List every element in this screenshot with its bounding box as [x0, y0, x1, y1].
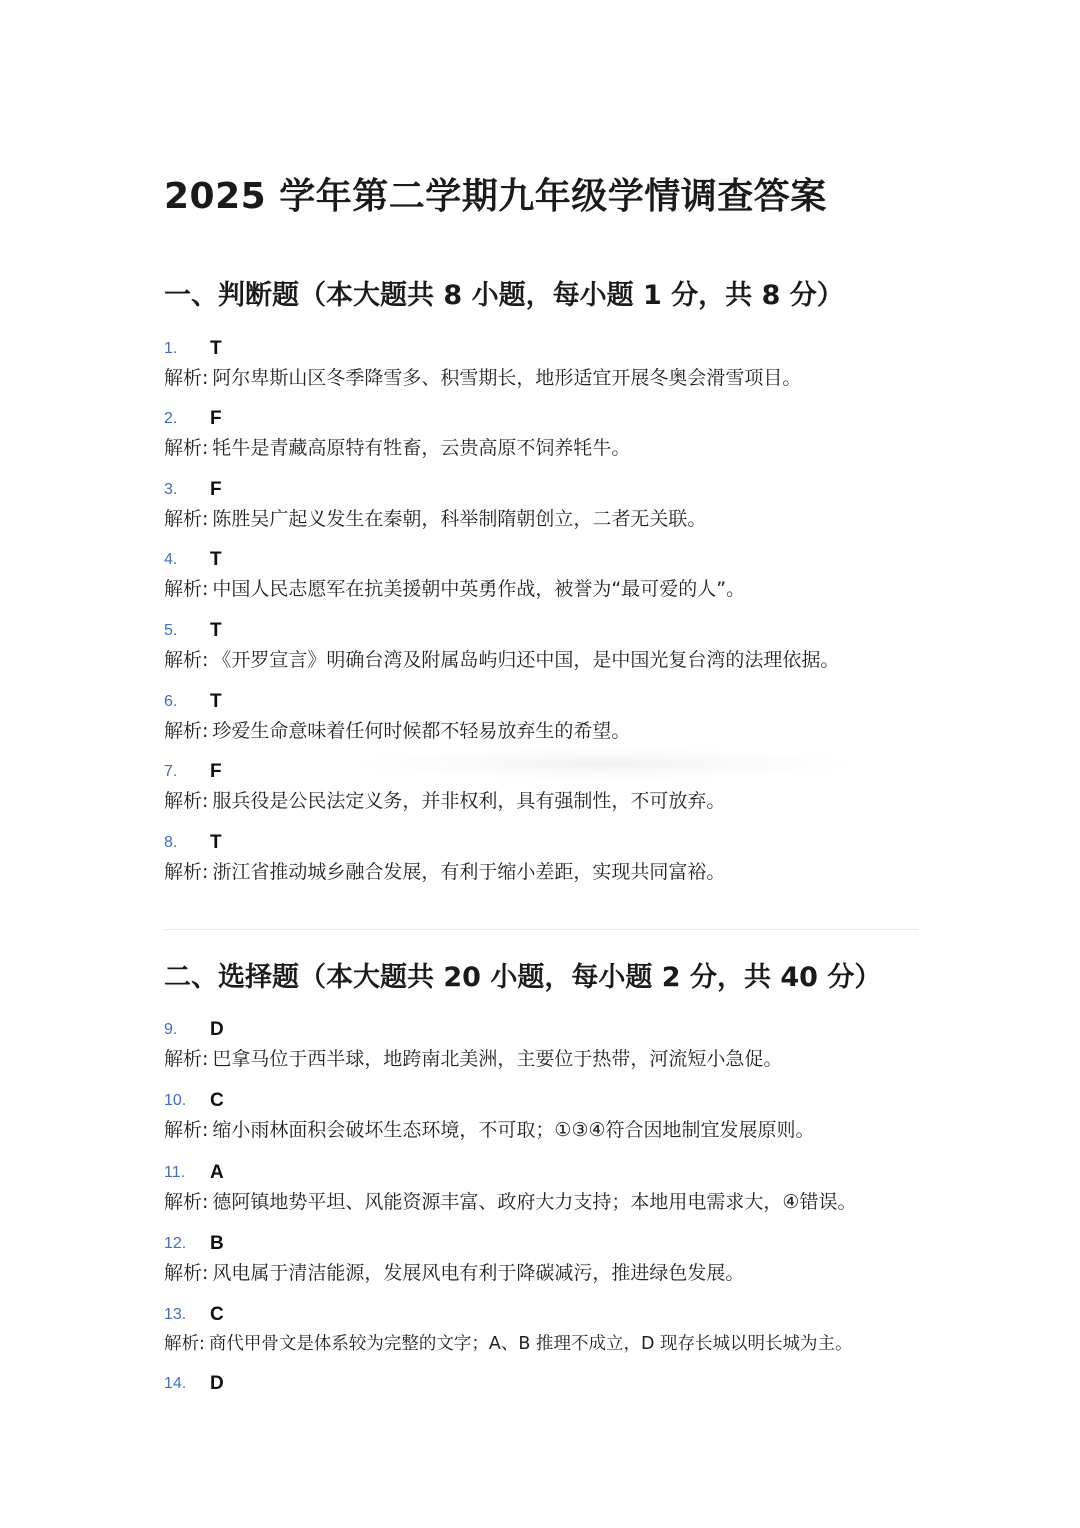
- answer-value: C: [210, 1090, 224, 1111]
- document-title: 2025 学年第二学期九年级学情调查答案: [164, 176, 827, 217]
- explanation-line: [164, 506, 920, 532]
- question-number: 7.: [164, 763, 178, 780]
- answer-item: [164, 1017, 920, 1072]
- explanation-text: 缩小雨林面积会破坏生态环境，不可取；①③④符合因地制宜发展原则。: [212, 1119, 815, 1141]
- answer-item: [164, 336, 920, 391]
- question-number: 14.: [164, 1375, 187, 1392]
- explanation-text: 牦牛是青藏高原特有牲畜，云贵高原不饲养牦牛。: [212, 437, 631, 459]
- question-number: 1.: [164, 340, 178, 357]
- question-number: 12.: [164, 1235, 187, 1252]
- answer-item: [164, 1231, 920, 1286]
- answer-value: T: [210, 549, 222, 570]
- explanation-line: [164, 365, 920, 391]
- question-number: 5.: [164, 622, 178, 639]
- section-divider: [164, 929, 918, 930]
- explanation-label: 解析:: [164, 578, 209, 600]
- explanation-label: 解析:: [164, 1334, 205, 1354]
- answer-item: [164, 1302, 920, 1357]
- answer-item: [164, 830, 920, 885]
- explanation-line: [164, 1117, 920, 1143]
- explanation-line: [164, 647, 920, 673]
- explanation-line: [164, 435, 920, 461]
- explanation-line: [164, 859, 920, 885]
- answer-item: [164, 689, 920, 744]
- question-number: 8.: [164, 834, 178, 851]
- explanation-line: [164, 1260, 920, 1286]
- question-number: 10.: [164, 1092, 187, 1109]
- explanation-label: 解析:: [164, 649, 209, 671]
- explanation-text: 德阿镇地势平坦、风能资源丰富、政府大力支持；本地用电需求大，④错误。: [212, 1191, 857, 1213]
- explanation-line: [164, 1046, 920, 1072]
- answer-item: [164, 1371, 920, 1397]
- answer-item: [164, 547, 920, 602]
- explanation-label: 解析:: [164, 437, 209, 459]
- question-number: 6.: [164, 693, 178, 710]
- answer-value: A: [210, 1162, 224, 1183]
- answer-item: [164, 1088, 920, 1143]
- answer-value: B: [210, 1233, 224, 1254]
- explanation-text: 陈胜吴广起义发生在秦朝，科举制隋朝创立，二者无关联。: [212, 508, 707, 530]
- explanation-label: 解析:: [164, 367, 209, 389]
- question-number: 13.: [164, 1306, 187, 1323]
- answer-item: [164, 618, 920, 673]
- explanation-line: [164, 788, 920, 814]
- section-heading-judgment: 一、判断题（本大题共 8 小题，每小题 1 分，共 8 分）: [164, 280, 844, 311]
- explanation-line: [164, 718, 920, 744]
- explanation-text: 商代甲骨文是体系较为完整的文字；A、B 推理不成立，D 现存长城以明长城为主。: [208, 1334, 853, 1354]
- answer-item: [164, 477, 920, 532]
- question-number: 4.: [164, 551, 178, 568]
- explanation-text: 浙江省推动城乡融合发展，有利于缩小差距，实现共同富裕。: [212, 861, 726, 883]
- explanation-text: 珍爱生命意味着任何时候都不轻易放弃生的希望。: [212, 720, 631, 742]
- section-heading-choice: 二、选择题（本大题共 20 小题，每小题 2 分，共 40 分）: [164, 962, 882, 993]
- question-number: 2.: [164, 410, 178, 427]
- explanation-text: 《开罗宣言》明确台湾及附属岛屿归还中国，是中国光复台湾的法理依据。: [212, 649, 840, 671]
- answer-value: T: [210, 620, 222, 641]
- explanation-label: 解析:: [164, 1119, 209, 1141]
- answer-value: C: [210, 1304, 224, 1325]
- explanation-text: 阿尔卑斯山区冬季降雪多、积雪期长，地形适宜开展冬奥会滑雪项目。: [212, 367, 802, 389]
- explanation-label: 解析:: [164, 508, 209, 530]
- answer-item: [164, 1160, 920, 1215]
- explanation-label: 解析:: [164, 1191, 209, 1213]
- explanation-label: 解析:: [164, 1048, 209, 1070]
- explanation-label: 解析:: [164, 861, 209, 883]
- answer-item: [164, 759, 920, 814]
- explanation-text: 风电属于清洁能源，发展风电有利于降碳减污，推进绿色发展。: [212, 1262, 745, 1284]
- explanation-line: [164, 1189, 920, 1215]
- question-number: 9.: [164, 1021, 178, 1038]
- explanation-line: [164, 576, 920, 602]
- answer-value: T: [210, 691, 222, 712]
- explanation-label: 解析:: [164, 790, 209, 812]
- answer-value: F: [210, 408, 222, 429]
- question-number: 11.: [164, 1164, 186, 1181]
- answer-value: T: [210, 832, 222, 853]
- answer-value: F: [210, 479, 222, 500]
- explanation-label: 解析:: [164, 1262, 209, 1284]
- answer-value: D: [210, 1019, 224, 1040]
- answer-item: [164, 406, 920, 461]
- answer-value: F: [210, 761, 222, 782]
- explanation-line: [164, 1331, 920, 1357]
- explanation-label: 解析:: [164, 720, 209, 742]
- explanation-text: 巴拿马位于西半球，地跨南北美洲，主要位于热带，河流短小急促。: [212, 1048, 783, 1070]
- question-number: 3.: [164, 481, 178, 498]
- answer-value: T: [210, 338, 222, 359]
- explanation-text: 中国人民志愿军在抗美援朝中英勇作战，被誉为“最可爱的人”。: [212, 578, 746, 600]
- explanation-text: 服兵役是公民法定义务，并非权利，具有强制性，不可放弃。: [212, 790, 726, 812]
- answer-value: D: [210, 1373, 224, 1394]
